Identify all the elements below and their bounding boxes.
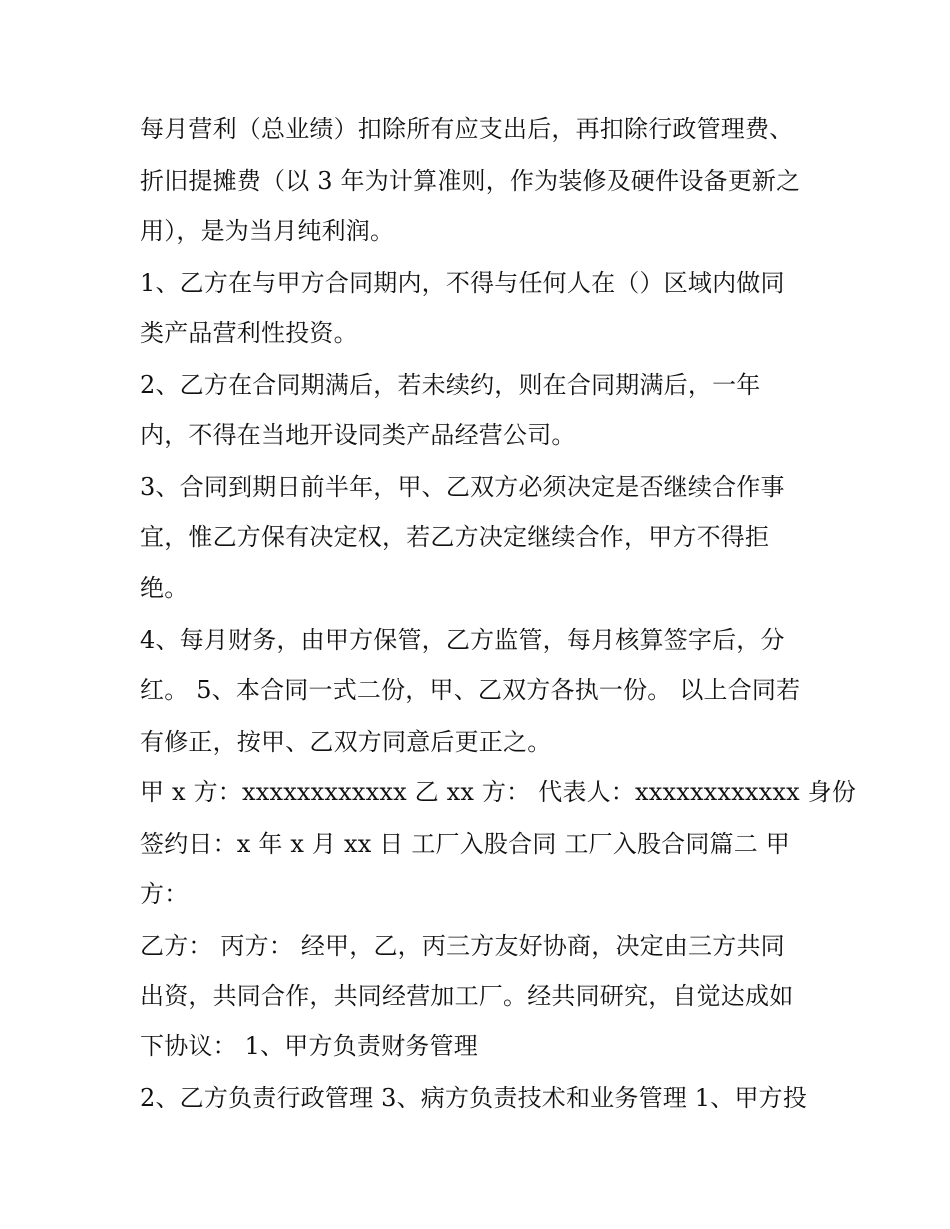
- text-line: 内，不得在当地开设同类产品经营公司。: [140, 421, 576, 449]
- text-line: 方：: [140, 880, 189, 908]
- text-line: 4、每月财务，由甲方保管，乙方监管，每月核算签字后，分: [140, 626, 785, 654]
- text-line: 2、乙方负责行政管理 3、病方负责技术和业务管理 1、甲方投: [140, 1084, 808, 1112]
- text-line: 红。 5、本合同一式二份，甲、乙双方各执一份。 以上合同若: [140, 676, 801, 704]
- text-line: 出资，共同合作，共同经营加工厂。经共同研究，自觉达成如: [140, 982, 794, 1010]
- text-line: 2、乙方在合同期满后，若未续约，则在合同期满后，一年: [140, 371, 761, 399]
- text-line: 3、合同到期日前半年，甲、乙双方必须决定是否继续合作事: [140, 473, 785, 501]
- text-line: 有修正，按甲、乙双方同意后更正之。: [140, 728, 552, 756]
- text-line: 下协议： 1、甲方负责财务管理: [140, 1032, 478, 1060]
- text-line: 折旧提摊费（以 3 年为计算准则，作为装修及硬件设备更新之: [140, 167, 801, 195]
- text-line: 类产品营利性投资。: [140, 319, 358, 347]
- text-line: 绝。: [140, 574, 189, 602]
- text-line: 1、乙方在与甲方合同期内，不得与任何人在（）区域内做同: [140, 269, 785, 297]
- text-line: 甲 x 方：xxxxxxxxxxxx 乙 xx 方： 代表人：xxxxxxxxxxxx 身份: [140, 778, 857, 806]
- text-line: 每月营利（总业绩）扣除所有应支出后，再扣除行政管理费、: [140, 115, 794, 143]
- text-line: 乙方： 丙方： 经甲，乙，丙三方友好协商，决定由三方共同: [140, 932, 785, 960]
- text-line: 宜，惟乙方保有决定权，若乙方决定继续合作，甲方不得拒: [140, 523, 770, 551]
- text-line: 签约日：x 年 x 月 xx 日 工厂入股合同 工厂入股合同篇二 甲: [140, 830, 790, 858]
- text-line: 用），是为当月纯利润。: [140, 217, 395, 245]
